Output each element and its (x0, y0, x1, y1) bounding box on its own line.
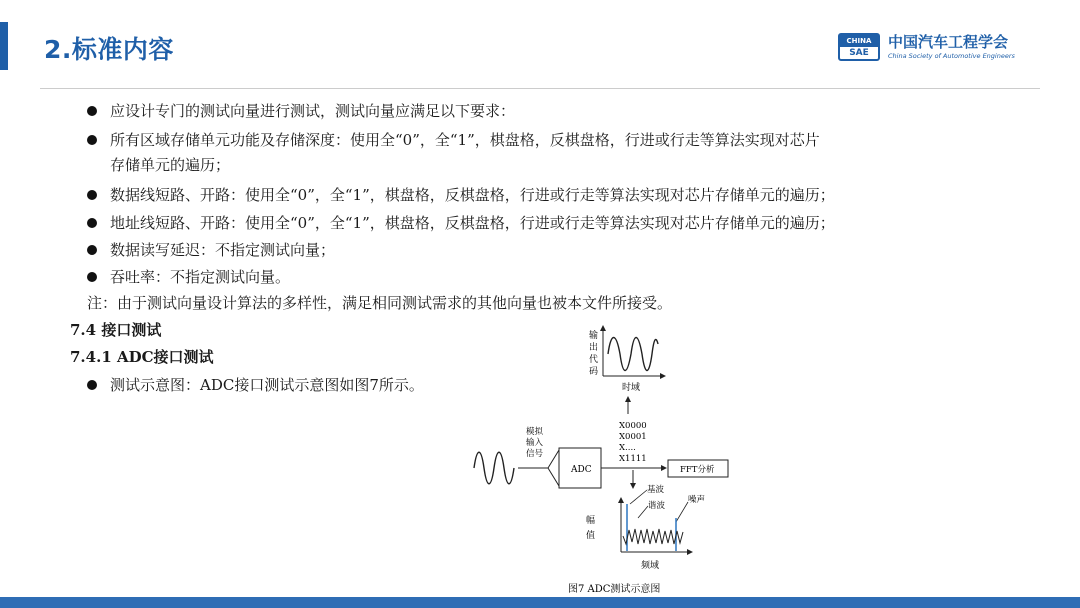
svg-text:信号: 信号 (526, 449, 544, 459)
svg-text:X1111: X1111 (619, 454, 647, 464)
fundamental-pointer (630, 490, 647, 504)
logo-name-en: China Society of Automotive Engineers (888, 52, 1015, 60)
amplitude-label (586, 514, 595, 541)
fft-label: FFT分析 (680, 465, 715, 475)
noise-pointer (676, 502, 688, 522)
analog-input-waveform (474, 452, 514, 484)
svg-text:X0000: X0000 (619, 421, 647, 431)
analog-input-label (526, 426, 544, 459)
harmonic-label: 谐波 (648, 501, 666, 511)
bullet-dot (87, 380, 97, 390)
page-title: 2.标准内容 (44, 35, 174, 64)
bullet-item: 地址线短路、开路：使用全“0”，全“1”，棋盘格，反棋盘格，行进或行走等算法实现对芯片存储单元的遍历； (110, 214, 835, 232)
bullet-dot (87, 106, 97, 116)
figure-caption: 图7 ADC测试示意图 (568, 584, 661, 595)
svg-text:X0001: X0001 (619, 432, 647, 442)
freq-domain-label: 频域 (641, 561, 660, 571)
svg-text:模拟: 模拟 (526, 427, 544, 437)
bullet-dot (87, 135, 97, 145)
title-accent-bar (0, 22, 8, 70)
svg-text:输入: 输入 (526, 438, 544, 448)
adc-input-chevron (548, 450, 559, 486)
header-divider (40, 88, 1040, 89)
bullet-item: 应设计专门的测试向量进行测试，测试向量应满足以下要求： (110, 102, 516, 120)
csae-logo (838, 33, 1058, 63)
bullet-dot (87, 218, 97, 228)
svg-text:X....: X.... (619, 443, 636, 453)
svg-text:出: 出 (589, 343, 599, 353)
svg-text:输: 输 (589, 331, 599, 341)
subsection-heading: 7.4.1 ADC接口测试 (70, 348, 214, 366)
bullet-dot (87, 190, 97, 200)
noise-waveform (623, 529, 683, 544)
bullet-item: 数据线短路、开路：使用全“0”，全“1”，棋盘格，反棋盘格，行进或行走等算法实现对芯片存储单元的遍历； (110, 186, 835, 204)
bullet-item: 吞吐率：不指定测试向量。 (110, 268, 291, 286)
bullet-item-continuation: 存储单元的遍历； (110, 156, 231, 174)
svg-text:代: 代 (589, 355, 599, 365)
logo-name-cn: 中国汽车工程学会 (888, 33, 1009, 51)
bullet-dot (87, 272, 97, 282)
output-codes (619, 421, 647, 464)
time-domain-label: 时域 (622, 383, 641, 393)
harmonic-pointer (638, 506, 648, 518)
adc-label: ADC (571, 465, 592, 475)
svg-text:码: 码 (589, 367, 599, 377)
svg-text:幅: 幅 (586, 516, 596, 526)
bullet-item: 测试示意图：ADC接口测试示意图如图7所示。 (110, 376, 424, 394)
footer-band (0, 597, 1080, 608)
time-waveform (608, 338, 658, 371)
adc-test-diagram (470, 322, 750, 598)
svg-text:值: 值 (586, 531, 596, 541)
output-code-label (589, 329, 598, 377)
bullet-item: 所有区域存储单元功能及存储深度：使用全“0”，全“1”，棋盘格，反棋盘格，行进或行走等算法实现对芯片 (110, 131, 820, 149)
fundamental-label: 基波 (647, 485, 665, 495)
logo-badge (838, 33, 880, 61)
logo-badge-bottom: SAE (849, 48, 869, 58)
bullet-item: 数据读写延迟：不指定测试向量； (110, 241, 336, 259)
bullet-dot (87, 245, 97, 255)
note-text: 注：由于测试向量设计算法的多样性，满足相同测试需求的其他向量也被本文件所接受。 (87, 294, 673, 312)
noise-label: 噪声 (688, 495, 706, 505)
section-heading: 7.4 接口测试 (70, 321, 162, 339)
logo-badge-top: CHINA (840, 35, 878, 47)
